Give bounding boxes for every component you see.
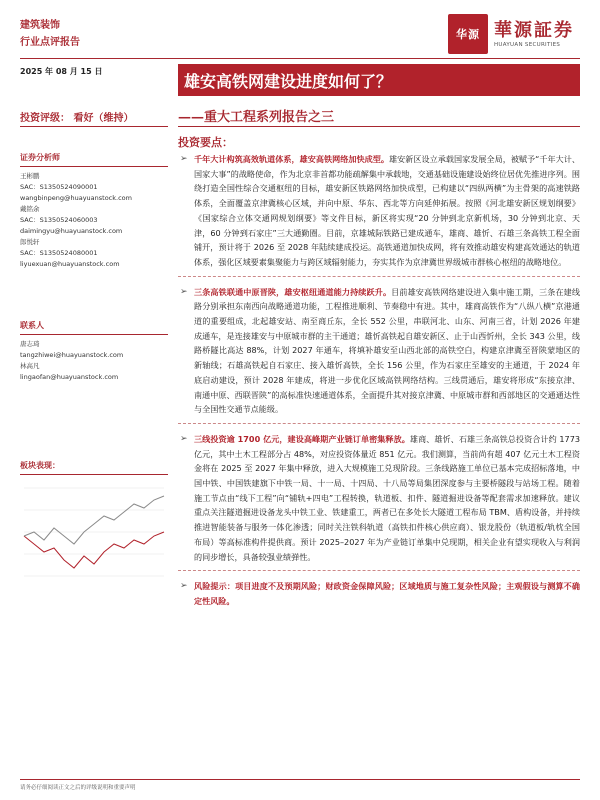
analyst-email: daimingyu@huayuanstock.com (20, 227, 123, 235)
report-date: 2025 年 08 月 15 日 (20, 67, 103, 76)
key-point (178, 432, 580, 571)
right-divider (178, 126, 580, 127)
analyst-block (20, 152, 168, 270)
arrow-icon: ➢ (180, 433, 188, 444)
analyst-name: 戴铭余 (20, 205, 40, 213)
report-type: 行业点评报告 (20, 37, 80, 48)
contact-heading: 联系人 (20, 320, 168, 335)
report-subtitle: ——重大工程系列报告之三 (178, 110, 335, 125)
contact-email: lingaofan@huayuanstock.com (20, 373, 119, 381)
sector-performance-chart (20, 480, 168, 586)
chart-series-line (24, 532, 164, 568)
header-left (20, 17, 80, 51)
category: 建筑装饰 (20, 20, 60, 31)
chart-svg (20, 480, 168, 586)
analyst-email: liyuexuan@huayuanstock.com (20, 260, 120, 268)
analyst-name: 郎悦轩 (20, 238, 40, 246)
chart-block (20, 460, 168, 479)
logo-seal-icon: 华源 (448, 14, 488, 54)
contact-block (20, 320, 168, 383)
key-point-text: 雄商、雄忻、石雄三条高铁总投资合计约 1773 亿元，其中土木工程部分占 48%，对应投资体量近 851 亿元。我们测算，当前尚有超 407 亿元土木工程资金将在 2025 至 2027 年集中释放，进入大规模施工兑现阶段。三条线路施工单位已基本完成招标落地，中国中铁、中国铁建旗下中铁一局、十一局、十四局、十八局等局集团深度参与主要桥隧段与站场工程。随着施工节点由“线下工程”向“铺轨+四电”工程转换，轨道板、扣件、隧道掘进设备等配套需求加速释放。建议重点关注隧道掘进设备龙头中铁工业、铁建重工，两者已在多处长大隧道工程布局 TBM、盾构设备，并持续推进智能装备与服务一体化渗透；同时关注铁科轨道（高铁扣件核心供应商）、银龙股份（轨道板/轨枕全国布局）等高标准构件提供商。预计 2025–2027 年为产业链订单集中兑现期，相关企业有望实现收入与利润的同步增长，具备较强业绩弹性。 (194, 433, 580, 562)
key-point-lead: 风险提示：项目进度不及预期风险；财政资金保障风险；区域地质与施工复杂性风险；主观假设与测算不确定性风险。 (194, 581, 580, 606)
chart-series-line (24, 496, 164, 544)
key-point-text: 雄安新区设立承载国家发展全局，被赋予“千年大计、国家大事”的战略使命，作为北京非首都功能疏解集中承载地，交通基础设施建设始终位居优先推进序列。围绕打造全国性综合交通枢纽的目标，雄安新区铁路网络加快成型，已构建以“四纵两横”为主骨架的高速铁路体系，全面覆盖京津冀核心区域，并向中原、华东、西北等方向延伸拓展。按照《河北雄安新区规划纲要》《国家综合立体交通网规划纲要》等文件目标，新区将实现“20 分钟到北京新机场，30 分钟到北京、天津，60 分钟到石家庄”三大通勤圈。目前，京雄城际铁路已建成通车，雄商、雄忻、石雄三条高铁工程全面铺开，预计将于 2026 至 2028 年陆续建成投运。高铁通道加快成网，将有效推动雄安构建高效通达的轨道体系，强化区域要素集聚能力与跨区域辐射能力，夯实其作为京津冀世界级城市群核心枢纽的战略地位。 (194, 154, 580, 267)
footer-divider (20, 779, 580, 780)
contact-name: 唐志琦 (20, 340, 40, 348)
logo-name: 華源証券 (494, 20, 574, 41)
section-title: 投资要点： (178, 136, 233, 149)
contact-email: tangzhiwei@huayuanstock.com (20, 351, 124, 359)
arrow-icon: ➢ (180, 154, 188, 164)
analyst-sac: SAC：S1350524080001 (20, 249, 98, 257)
key-points (178, 152, 580, 623)
arrow-icon: ➢ (180, 581, 188, 592)
key-point-lead: 千年大计构筑高效轨道体系，雄安高铁网络加快成型。 (194, 154, 389, 164)
left-divider (20, 126, 168, 127)
key-point (178, 152, 580, 277)
contact-name: 林高凡 (20, 362, 40, 370)
key-point (178, 285, 580, 424)
logo-english: HUAYUAN SECURITIES (494, 42, 561, 48)
chart-heading: 板块表现： (20, 460, 168, 475)
report-title: 雄安高铁网建设进度如何了？ (178, 64, 580, 96)
arrow-icon: ➢ (180, 286, 188, 297)
key-point-lead: 三条高铁联通中原晋陕，雄安枢纽通道能力持续跃升。 (194, 286, 392, 297)
header-divider (20, 58, 580, 59)
key-point-text: 目前雄安高铁网络建设进入集中施工期，三条在建线路分别承担东南西向战略通道功能，工程推进顺利、节奏稳中有进。其中，雄商高铁作为“八纵八横”京港通道的重要组成，北起雄安站、南至商丘东，全长 552 公里，串联河北、山东、河南三省，计划 2026 年建成通车，是连接雄安与中原城市群的主干通道；雄忻高铁起自雄安新区、止于山西忻州，全长 343 公里，线路桥隧比高达 88%，计划 2027 年通车，将填补雄安至山西北部的高铁空白，构建京津冀至晋陕蒙地区的新轴线；石雄高铁起自石家庄、接入雄忻高铁，全长 156 公里，作为石家庄至雄安的主通道，于 2024 年底启动建设，预计 2028 年建成，将进一步优化区域高铁网络结构。三线贯通后，雄安将形成“东接京津、南通中原、西联晋陕”的高标准快速通道体系，全面提升其对接京津冀、中原城市群和西部地区的交通通达性与全国性交通节点能级。 (194, 286, 580, 415)
analyst-sac: SAC：S1350524090001 (20, 183, 98, 191)
analyst-name: 王彬鹏 (20, 172, 40, 180)
logo (448, 14, 574, 54)
footer-disclaimer: 请务必仔细阅读正文之后的评级说明和重要声明 (20, 785, 136, 791)
analyst-sac: SAC：S1350524060003 (20, 216, 98, 224)
analyst-heading: 证券分析师 (20, 152, 168, 167)
analyst-email: wangbinpeng@huayuanstock.com (20, 194, 132, 202)
investment-rating: 投资评级： 看好（维持） (20, 113, 134, 124)
key-point (178, 579, 580, 614)
key-point-lead: 三线投资逾 1700 亿元，建设高峰期产业链订单密集释放。 (194, 433, 410, 444)
